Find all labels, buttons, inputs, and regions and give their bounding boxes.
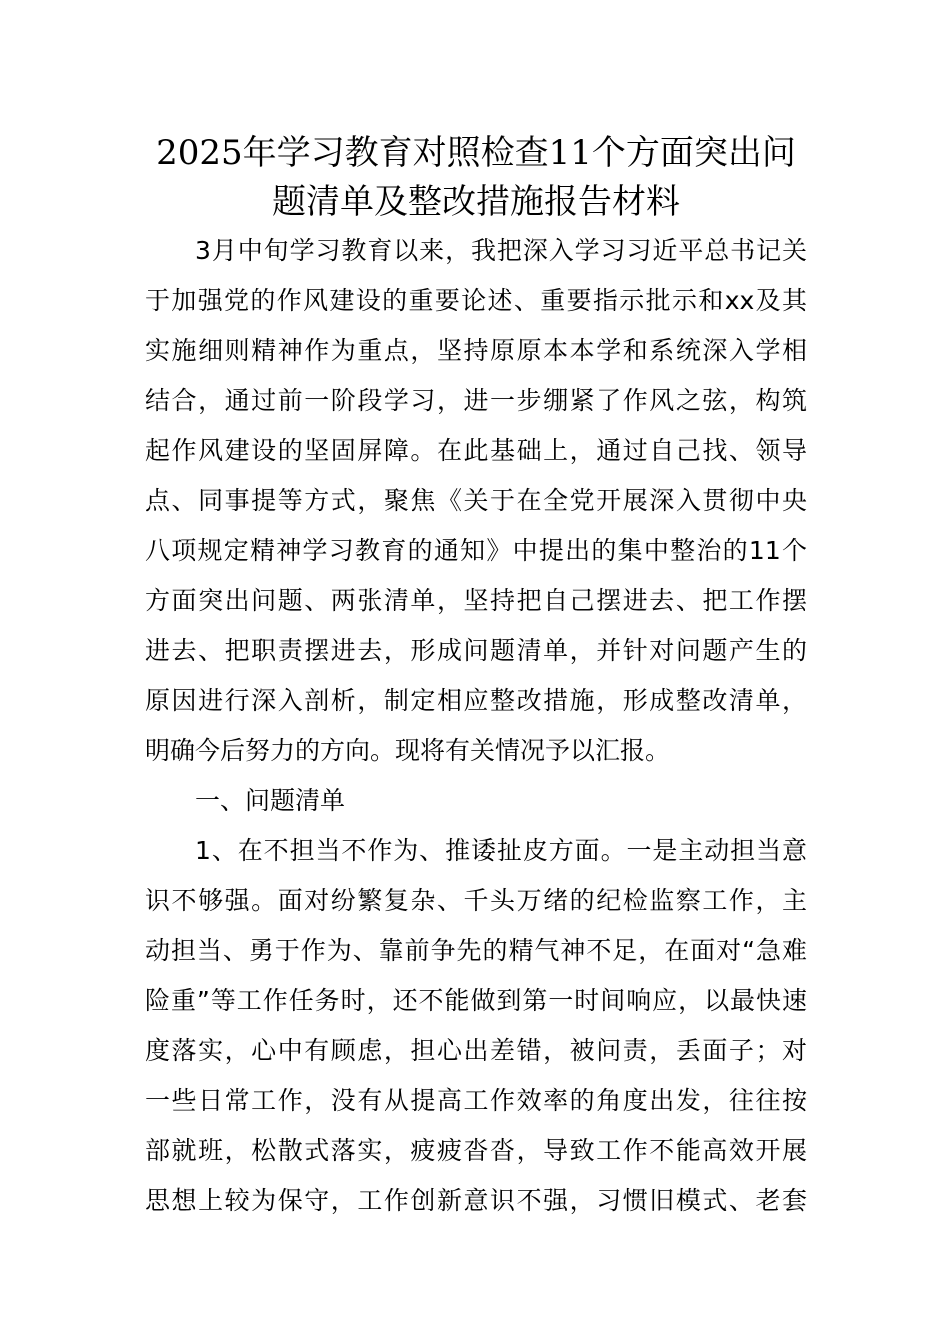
- text-line: 识不够强。面对纷繁复杂、千头万绪的纪检监察工作，主: [145, 886, 807, 915]
- text-line: 起作风建设的坚固屏障。在此基础上，通过自己找、领导: [145, 436, 807, 465]
- text-line: 明确今后努力的方向。现将有关情况予以汇报。: [145, 736, 671, 765]
- text-line: 八项规定精神学习教育的通知》中提出的集中整治的11个: [145, 536, 807, 565]
- text-line: 3月中旬学习教育以来，我把深入学习习近平总书记关: [195, 236, 807, 265]
- text-line: 原因进行深入剖析，制定相应整改措施，形成整改清单，: [145, 686, 807, 715]
- text-line: 进去、把职责摆进去，形成问题清单，并针对问题产生的: [145, 636, 807, 665]
- document-body: [145, 226, 807, 1226]
- text-line: 部就班，松散式落实，疲疲沓沓，导致工作不能高效开展: [145, 1136, 807, 1165]
- text-line: 方面突出问题、两张清单，坚持把自己摆进去、把工作摆: [145, 586, 807, 615]
- text-line: 实施细则精神作为重点，坚持原原本本学和系统深入学相: [145, 336, 807, 365]
- text-line: 于加强党的作风建设的重要论述、重要指示批示和xx及其: [145, 286, 807, 315]
- text-line: 险重”等工作任务时，还不能做到第一时间响应，以最快速: [145, 986, 807, 1015]
- section-heading: [145, 776, 807, 826]
- document-title-line-2: 题清单及整改措施报告材料: [272, 182, 680, 222]
- section-heading-text: 一、问题清单: [195, 786, 346, 815]
- text-line: 一些日常工作，没有从提高工作效率的角度出发，往往按: [145, 1086, 807, 1115]
- document-title-line-1: 2025年学习教育对照检查11个方面突出问: [156, 133, 796, 173]
- text-line: 1、在不担当不作为、推诿扯皮方面。一是主动担当意: [195, 836, 807, 865]
- text-line: 结合，通过前一阶段学习，进一步绷紧了作风之弦，构筑: [145, 386, 807, 415]
- text-line: 点、同事提等方式，聚焦《关于在全党开展深入贯彻中央: [145, 486, 807, 515]
- issue-paragraph: [145, 826, 807, 1226]
- text-line: 动担当、勇于作为、靠前争先的精气神不足，在面对“急难: [145, 936, 807, 965]
- text-line: 思想上较为保守，工作创新意识不强，习惯旧模式、老套: [145, 1186, 807, 1215]
- text-line: 度落实，心中有顾虑，担心出差错，被问责，丢面子；对: [145, 1036, 807, 1065]
- intro-paragraph: [145, 226, 807, 776]
